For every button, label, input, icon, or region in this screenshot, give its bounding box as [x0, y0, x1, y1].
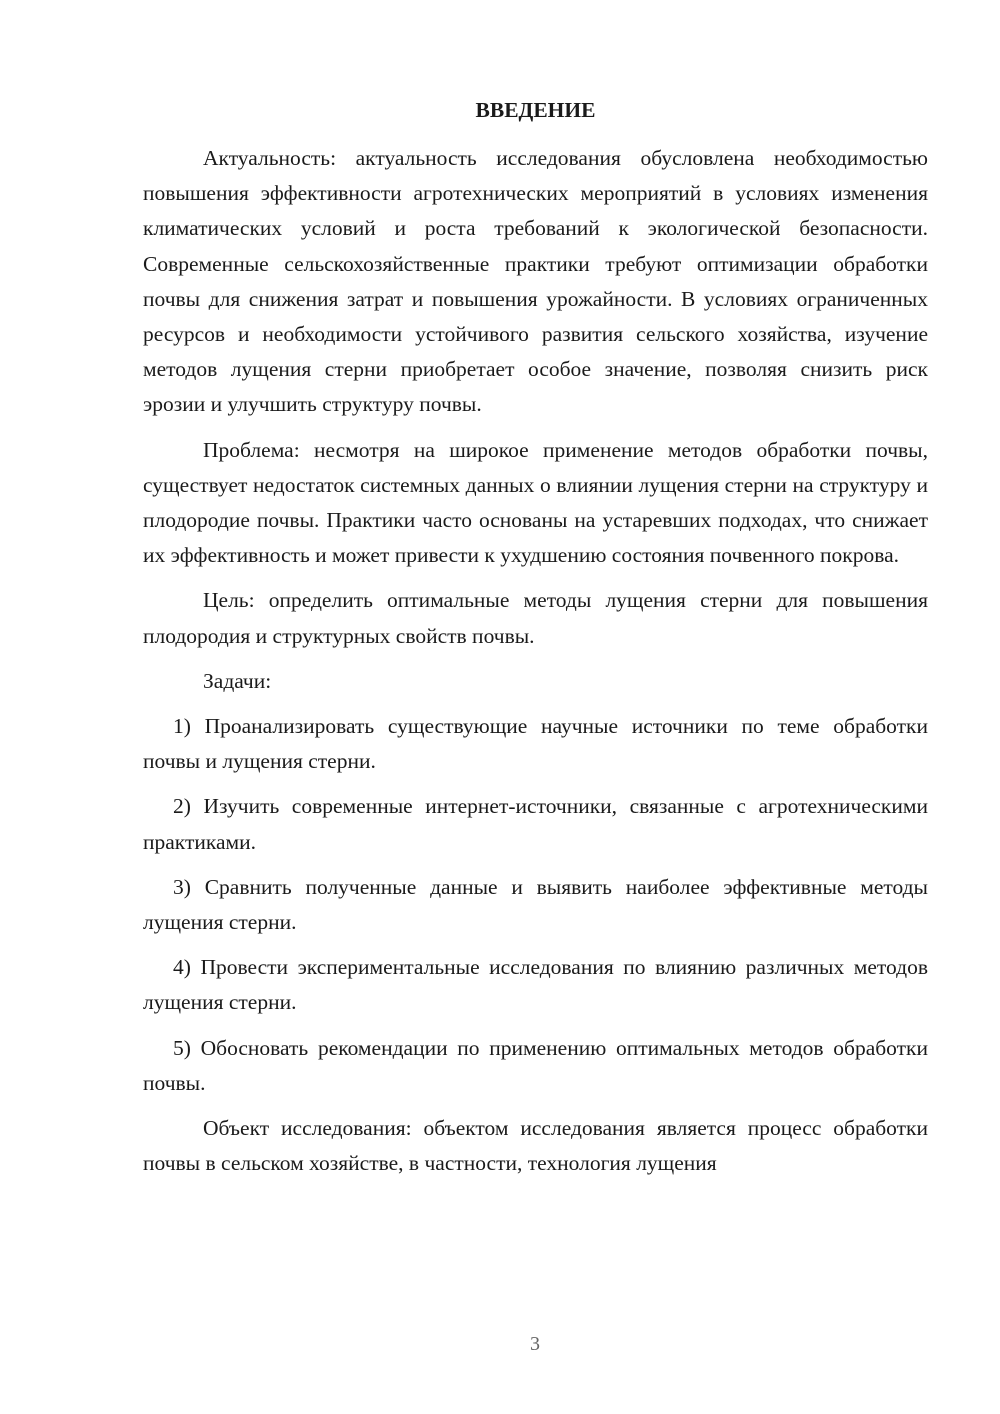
task-item-5: 5) Обосновать рекомендации по применению оптимальных методов обработки почвы.: [143, 1035, 928, 1095]
task-item-3: 3) Сравнить полученные данные и выявить наиболее эффективные методы лущения стерни.: [143, 874, 928, 935]
page-title: ВВЕДЕНИЕ: [475, 98, 596, 122]
relevance-paragraph: Актуальность: актуальность исследования обусловлена необходимостью повышения эффективности агротехнических мероприятий в условиях изменения климатических условий и роста требований к экологической безопасности. Современные сельскохозяйственные практики требуют оптимизации обработки почвы для снижения затрат и повышения урожайности. В условиях ограниченных ресурсов и необходимости устойчивого развития сельского хозяйства, изучение методов лущения стерни приобретает особое значение, позволяя снизить риск эрозии и улучшить структуру почвы.: [143, 146, 928, 417]
task-item-2: 2) Изучить современные интернет-источники, связанные с агротехническими практиками.: [143, 794, 928, 854]
object-paragraph: Объект исследования: объектом исследования является процесс обработки почвы в сельском хозяйстве, в частности, технология лущения: [143, 1116, 928, 1176]
task-item-4: 4) Провести экспериментальные исследования по влиянию различных методов лущения стерни.: [143, 955, 928, 1015]
tasks-label: Задачи:: [203, 668, 272, 693]
goal-paragraph: Цель: определить оптимальные методы лущения стерни для повышения плодородия и структурных свойств почвы.: [143, 588, 928, 648]
text-column: [143, 95, 928, 1181]
problem-paragraph: Проблема: несмотря на широкое применение методов обработки почвы, существует недостаток системных данных о влиянии лущения стерни на структуру и плодородие почвы. Практики часто основаны на устаревших подходах, что снижает их эффективность и может привести к ухудшению состояния почвенного покрова.: [143, 437, 928, 568]
page-number: 3: [530, 1333, 540, 1355]
task-item-1: 1) Проанализировать существующие научные источники по теме обработки почвы и лущения стерни.: [143, 714, 928, 774]
